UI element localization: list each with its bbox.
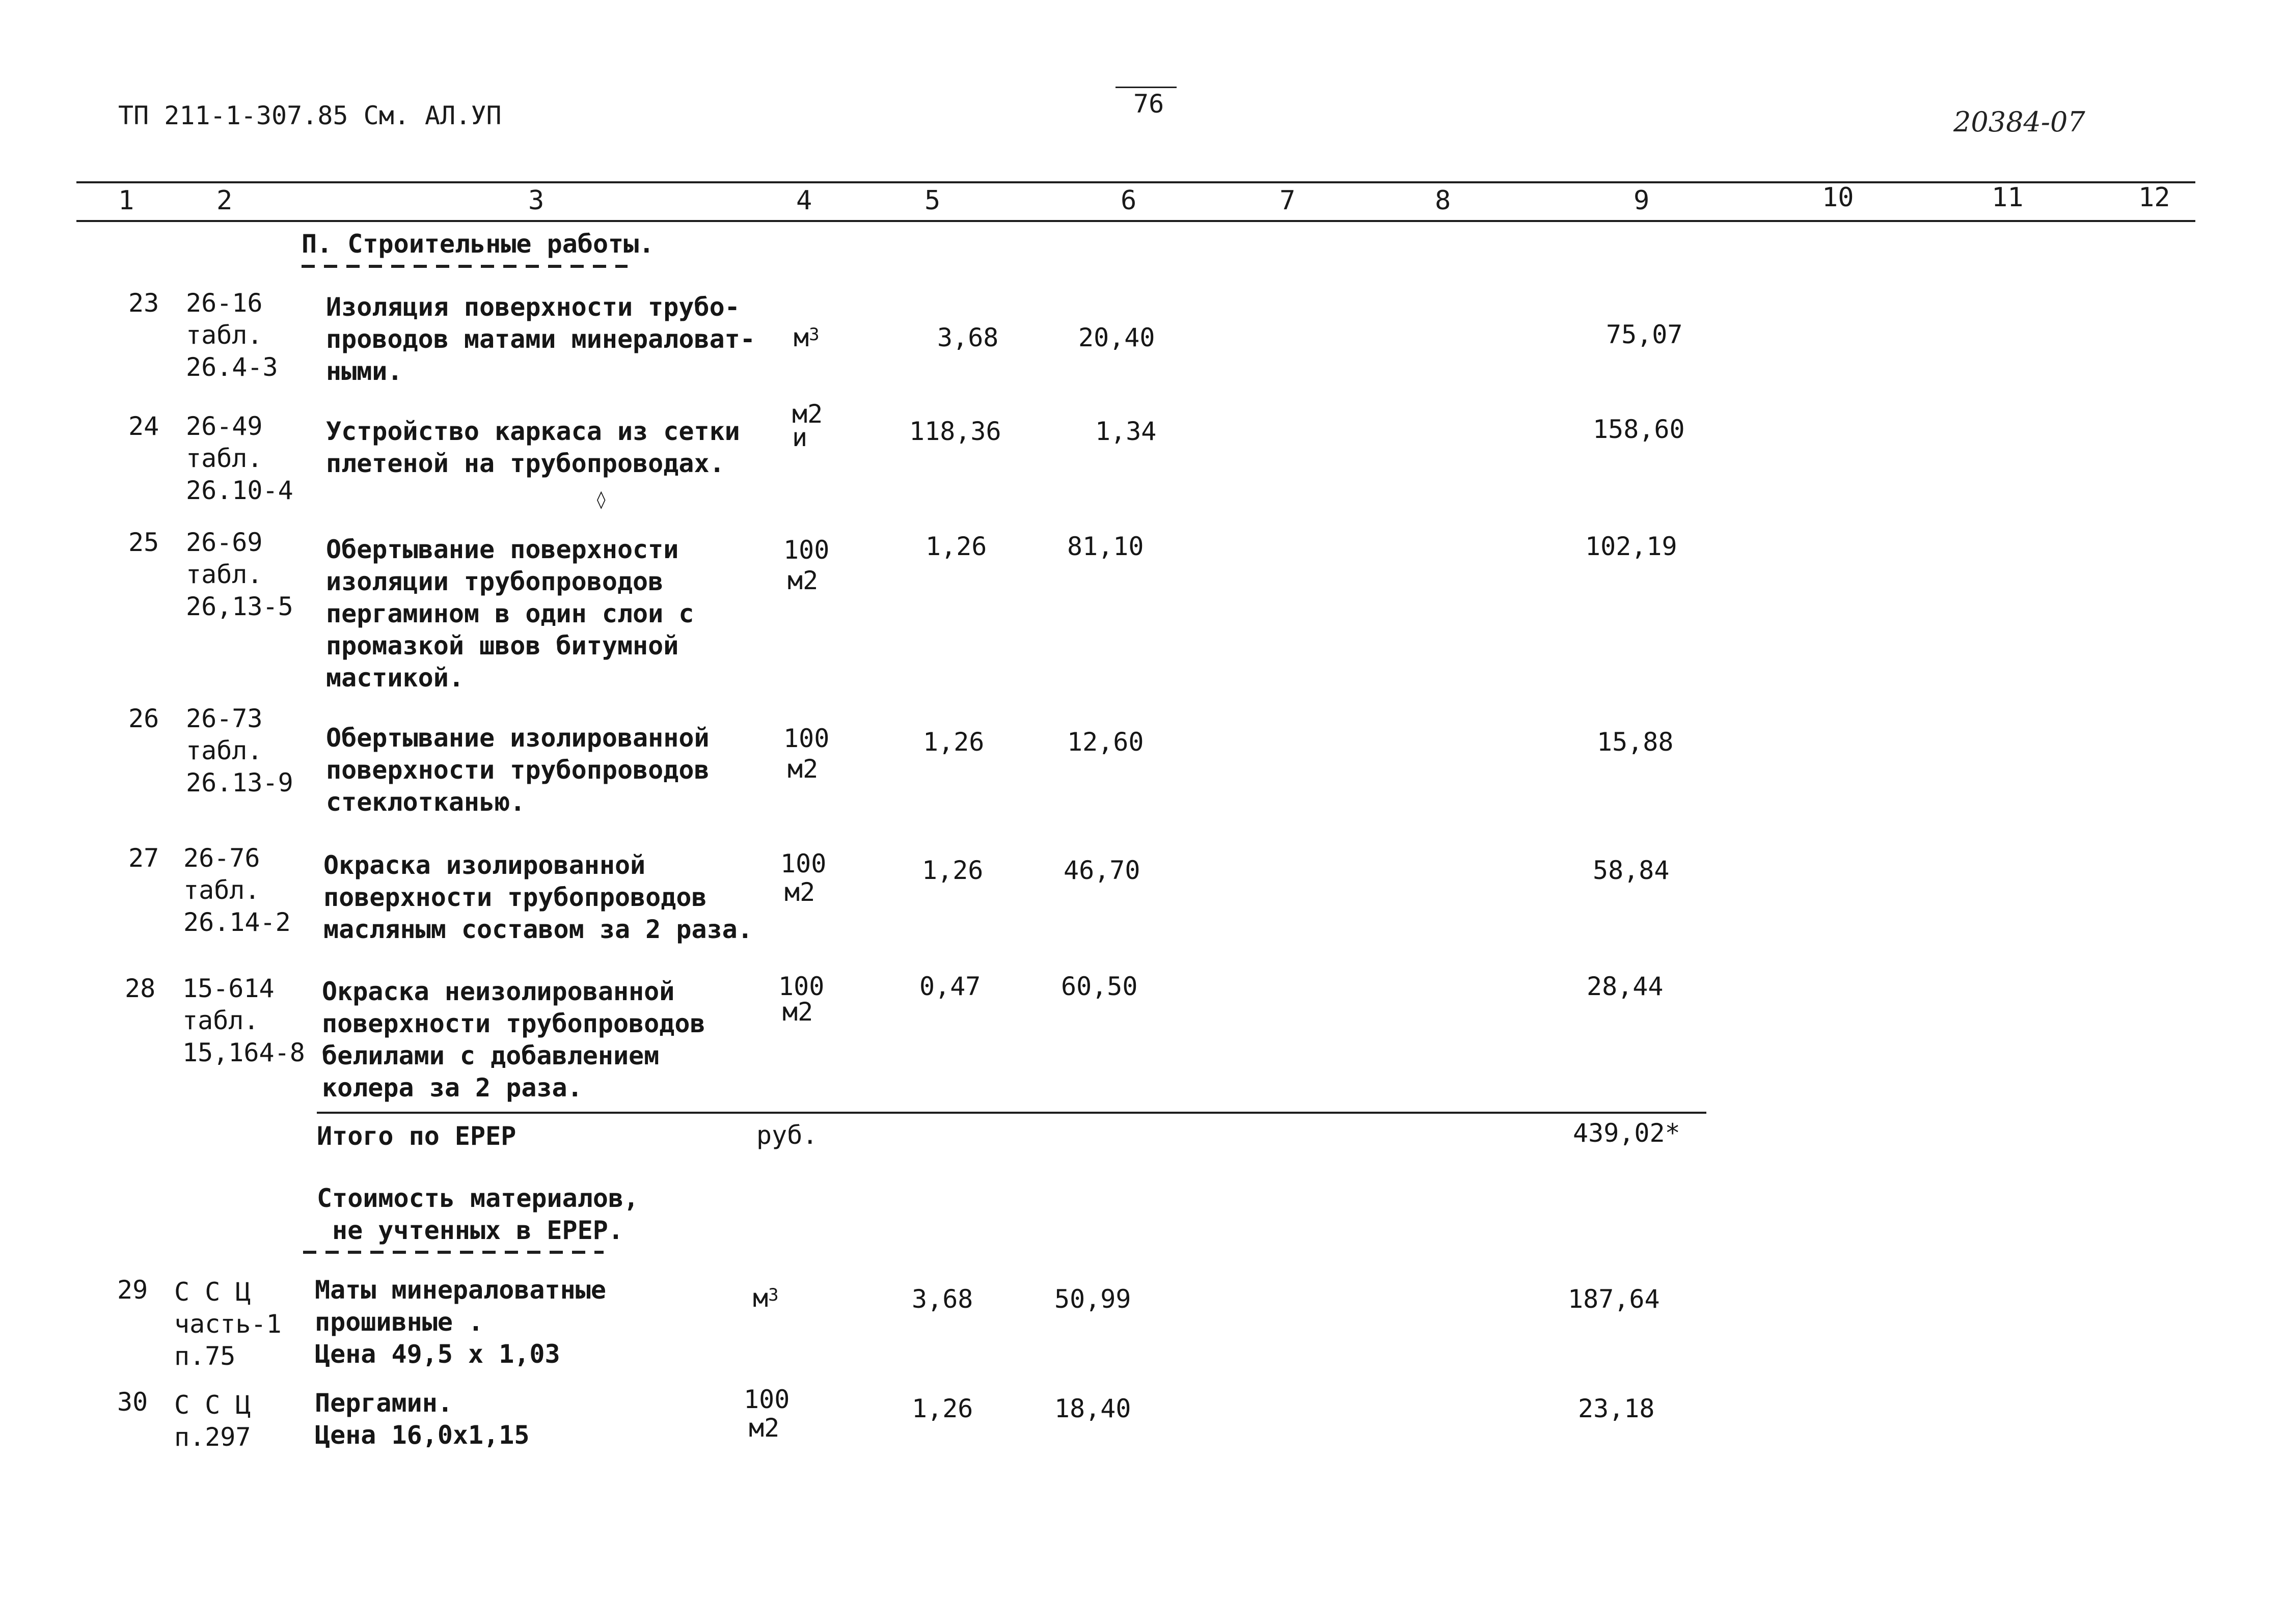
unit-of-measure: 100 м2 (744, 1385, 790, 1443)
unit-price: 81,10 (1067, 532, 1144, 561)
column-number-7: 7 (1280, 185, 1296, 216)
unit-of-measure: 100 м2 (778, 972, 825, 1027)
header-rule-bottom (76, 220, 2195, 222)
row-number: 29 (117, 1275, 148, 1305)
quantity: 118,36 (909, 417, 1001, 446)
unit-of-measure: $м^3$ (753, 1283, 779, 1313)
column-number-2: 2 (216, 185, 233, 216)
total-cost: 15,88 (1597, 727, 1674, 757)
section-title-underline (302, 265, 628, 268)
column-number-1: 1 (118, 185, 134, 216)
total-cost: 102,19 (1585, 532, 1677, 561)
unit-price: 50,99 (1054, 1284, 1131, 1314)
unit-price: 20,40 (1078, 323, 1155, 352)
work-description: Устройство каркаса из сетки плетеной на трубопроводах. (326, 417, 740, 478)
quantity: 0,47 (919, 972, 981, 1001)
unit-of-measure: 100 м2 (780, 849, 827, 907)
norm-reference: 26-69 табл. 26,13-5 (186, 528, 293, 621)
column-number-6: 6 (1121, 185, 1137, 216)
quantity: 3,68 (912, 1284, 973, 1314)
row-number: 24 (128, 411, 159, 441)
section-title: П. Строительные работы. (302, 229, 655, 259)
document-code: ТП 211-1-307.85 См. АЛ.УП (118, 101, 502, 130)
norm-reference: С С Ц часть-1 п.75 (174, 1277, 282, 1371)
total-cost: 28,44 (1587, 972, 1664, 1001)
material-description: Маты минераловатные прошивные . Цена 49,5 х 1,03 (315, 1275, 606, 1369)
subtotal-total: 439,02* (1573, 1118, 1680, 1148)
quantity: 3,68 (937, 323, 999, 352)
quantity: 1,26 (922, 856, 984, 885)
unit-price: 18,40 (1054, 1394, 1131, 1423)
row-number: 25 (128, 528, 159, 557)
norm-reference: 26-49 табл. 26.10-4 (186, 411, 293, 505)
header-rule-top (76, 181, 2195, 183)
row-number: 26 (128, 704, 159, 733)
column-number-11: 11 (1992, 182, 2024, 213)
unit-price: 60,50 (1061, 972, 1138, 1001)
total-cost: 187,64 (1568, 1284, 1660, 1314)
work-description: Окраска неизолированной поверхности трубопроводов белилами с добавлением колера за 2 раза. (322, 977, 705, 1103)
subtotal-rule (317, 1112, 1706, 1114)
work-description: Обертывание изолированной поверхности трубопроводов стеклотканью. (326, 723, 710, 817)
total-cost: 158,60 (1593, 415, 1685, 444)
unit-of-measure: $м^3$ (794, 323, 820, 352)
norm-reference: 15-614 табл. 15,164-8 (182, 974, 305, 1067)
row-number: 30 (117, 1387, 148, 1417)
row-number: 23 (128, 288, 159, 318)
unit-price: 1,34 (1095, 417, 1157, 446)
page-number-overline (1115, 87, 1177, 88)
total-cost: 58,84 (1593, 856, 1670, 885)
unit-price: 46,70 (1064, 856, 1140, 885)
column-number-4: 4 (796, 185, 812, 216)
materials-title-underline (303, 1251, 604, 1254)
quantity: 1,26 (926, 532, 987, 561)
inventory-stamp: 20384-07 (1953, 106, 2085, 138)
unit-price: 12,60 (1067, 727, 1144, 757)
column-number-12: 12 (2138, 182, 2170, 213)
work-description: Окраска изолированной поверхности трубопроводов масляным составом за 2 раза. (323, 850, 753, 944)
norm-reference: 26-73 табл. 26.13-9 (186, 704, 293, 797)
column-number-8: 8 (1435, 185, 1451, 216)
norm-reference: 26-76 табл. 26.14-2 (183, 843, 291, 937)
quantity: 1,26 (923, 727, 985, 757)
page-number: 76 (1133, 89, 1164, 119)
diamond-mark-icon: ◊ (596, 489, 607, 510)
material-description: Пергамин. Цена 16,0х1,15 (315, 1388, 530, 1450)
row-number: 27 (128, 843, 159, 873)
unit-of-measure: 100 м2 (783, 724, 830, 784)
total-cost: 23,18 (1578, 1394, 1655, 1423)
work-description: Изоляция поверхности трубо- проводов матами минераловат- ными. (326, 292, 755, 386)
row-number: 28 (125, 974, 156, 1003)
column-number-3: 3 (528, 185, 545, 216)
norm-reference: С С Ц п.297 (174, 1390, 251, 1452)
column-number-10: 10 (1822, 182, 1854, 213)
materials-title: Стоимость материалов, не учтенных в ЕРЕР. (317, 1183, 639, 1245)
norm-reference: 26-16 табл. 26.4-3 (186, 288, 278, 382)
unit-of-measure: 100 м2 (783, 535, 830, 595)
total-cost: 75,07 (1606, 320, 1683, 349)
work-description: Обертывание поверхности изоляции трубопроводов пергамином в один слои с промазкой швов битумной мастикой. (326, 535, 694, 693)
subtotal-unit: руб. (756, 1120, 818, 1150)
unit-of-measure: м2 и (792, 399, 823, 452)
column-number-5: 5 (924, 185, 941, 216)
quantity: 1,26 (912, 1394, 973, 1423)
subtotal-label: Итого по ЕРЕР (317, 1121, 516, 1151)
column-number-9: 9 (1634, 185, 1650, 216)
